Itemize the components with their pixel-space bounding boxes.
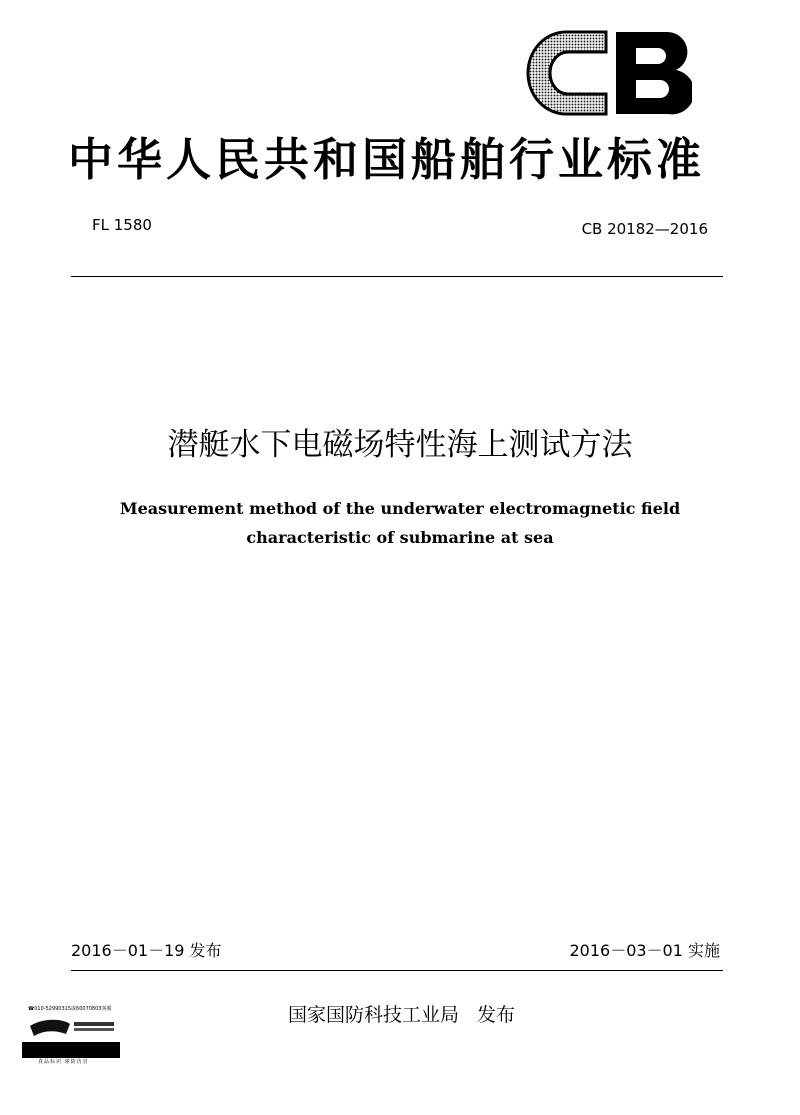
standard-number: CB 20182—2016 bbox=[581, 220, 708, 238]
chinese-title: 潜艇水下电磁场特性海上测试方法 bbox=[167, 427, 633, 463]
publisher bbox=[288, 1000, 515, 1027]
header-divider bbox=[71, 276, 723, 277]
classification-code: FL 1580 bbox=[92, 216, 152, 234]
implementation-date: 2016－03－01 实施 bbox=[569, 941, 720, 960]
main-title: 中华人民共和国船舶行业标准 bbox=[68, 133, 706, 186]
publisher-action: 发布 bbox=[477, 1004, 516, 1026]
english-title: Measurement method of the underwater electromagnetic field characteristic of submarine at sea bbox=[119, 499, 681, 547]
issue-date: 2016－01－19 发布 bbox=[71, 941, 222, 960]
publisher-name: 国家国防科技工业局 bbox=[288, 1004, 460, 1026]
cb-logo bbox=[526, 28, 692, 118]
stamp-phone: ☎010-52990315或60070803客服 bbox=[28, 1006, 112, 1012]
stamp-footer: 真品标识 谨防仿冒 bbox=[38, 1059, 89, 1065]
footer-divider bbox=[71, 970, 723, 971]
